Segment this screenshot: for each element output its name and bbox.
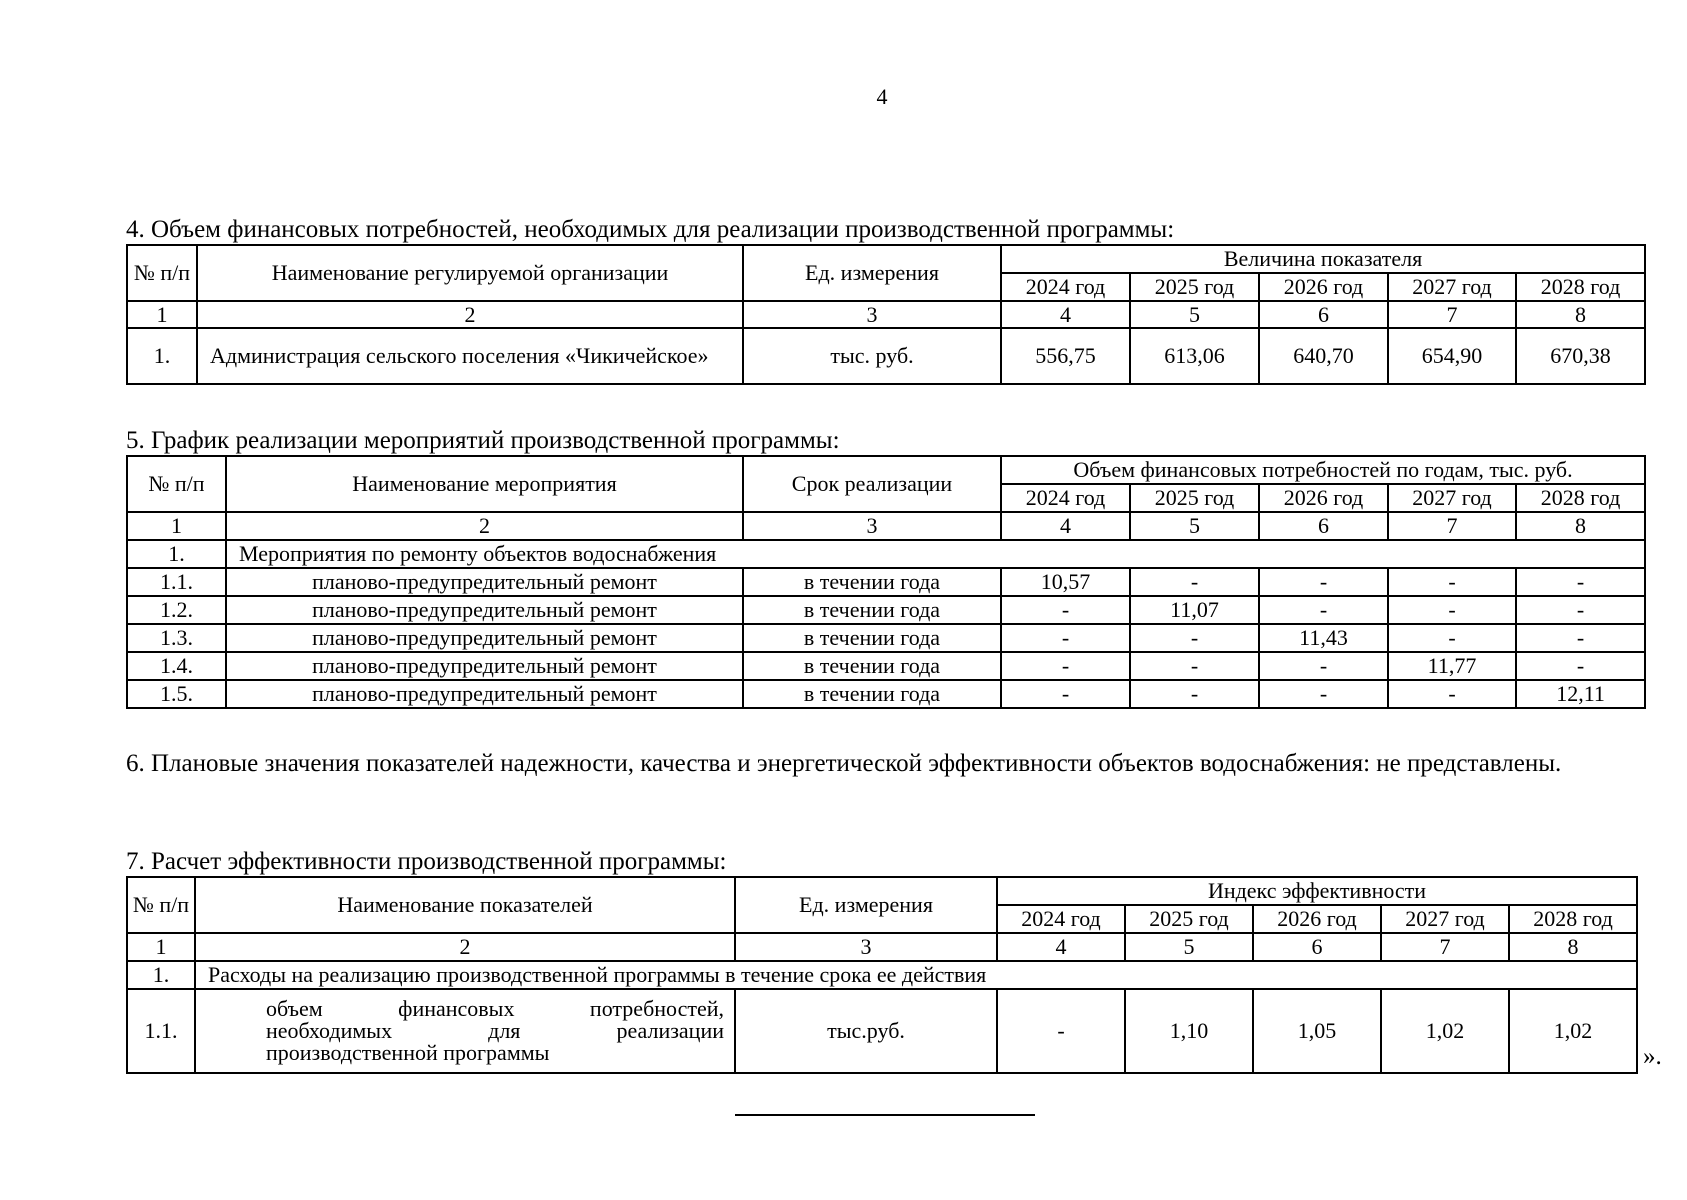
value-cell: - — [1130, 652, 1259, 680]
value-cell: - — [1388, 680, 1516, 708]
term-cell: в течении года — [743, 596, 1001, 624]
value-cell: 10,57 — [1001, 568, 1130, 596]
table-row — [127, 328, 1645, 384]
row-number: 1. — [127, 328, 197, 384]
value-cell: 1,05 — [1253, 989, 1381, 1073]
value-cell: - — [1259, 680, 1388, 708]
section-6-paragraph: 6. Плановые значения показателей надежности, качества и энергетической эффективности объектов водоснабжения: не представлены. — [126, 750, 1562, 777]
term-cell: в течении года — [743, 624, 1001, 652]
organization-name: Администрация сельского поселения «Чикичейское» — [197, 328, 743, 384]
group-number: 1. — [127, 540, 226, 568]
table-row — [127, 989, 1637, 1073]
column-index: 7 — [1388, 301, 1516, 328]
column-index: 1 — [127, 512, 226, 540]
table-row — [127, 680, 1645, 708]
value-cell: - — [1259, 652, 1388, 680]
section-5-heading: 5. График реализации мероприятий производственной программы: — [126, 427, 840, 454]
indicator-name-line: необходимых для реализации — [266, 1018, 724, 1043]
header-year: 2024 год — [1001, 484, 1130, 512]
row-number: 1.2. — [127, 596, 226, 624]
value-cell: - — [1130, 680, 1259, 708]
group-row — [127, 540, 1645, 568]
header-organization-name: Наименование регулируемой организации — [197, 245, 743, 301]
term-cell: в течении года — [743, 568, 1001, 596]
value-cell: - — [1516, 624, 1645, 652]
value-cell: - — [1001, 596, 1130, 624]
group-title: Расходы на реализацию производственной программы в течение срока ее действия — [195, 961, 1637, 989]
value-cell: 613,06 — [1130, 328, 1259, 384]
column-index: 8 — [1516, 512, 1645, 540]
column-index: 1 — [127, 933, 195, 961]
column-index: 4 — [1001, 301, 1130, 328]
column-index: 3 — [743, 301, 1001, 328]
indicator-name-line: объем финансовых потребностей, — [266, 996, 724, 1021]
header-number: № п/п — [127, 245, 197, 301]
header-number: № п/п — [127, 456, 226, 512]
value-cell: 11,43 — [1259, 624, 1388, 652]
column-index: 5 — [1130, 301, 1259, 328]
value-cell: - — [1259, 568, 1388, 596]
column-index: 5 — [1130, 512, 1259, 540]
header-year: 2025 год — [1125, 905, 1253, 933]
column-index: 3 — [735, 933, 997, 961]
value-cell: - — [1130, 568, 1259, 596]
value-cell: - — [1388, 568, 1516, 596]
value-cell: 1,10 — [1125, 989, 1253, 1073]
column-index: 1 — [127, 301, 197, 328]
value-cell: - — [1388, 624, 1516, 652]
indicator-name — [195, 989, 735, 1073]
value-cell: 11,07 — [1130, 596, 1259, 624]
financial-needs-table — [126, 244, 1646, 385]
row-number: 1.5. — [127, 680, 226, 708]
table-row — [127, 652, 1645, 680]
header-financial-volume: Объем финансовых потребностей по годам, тыс. руб. — [1001, 456, 1645, 484]
header-year: 2028 год — [1509, 905, 1637, 933]
schedule-table — [126, 455, 1646, 709]
column-index: 7 — [1388, 512, 1516, 540]
value-cell: 11,77 — [1388, 652, 1516, 680]
header-year: 2028 год — [1516, 484, 1645, 512]
header-activity-name: Наименование мероприятия — [226, 456, 743, 512]
column-index: 6 — [1259, 301, 1388, 328]
value-cell: 556,75 — [1001, 328, 1130, 384]
header-year: 2026 год — [1253, 905, 1381, 933]
value-cell: 640,70 — [1259, 328, 1388, 384]
value-cell: - — [1388, 596, 1516, 624]
value-cell: - — [1001, 624, 1130, 652]
activity-name: планово-предупредительный ремонт — [226, 596, 743, 624]
page-number: 4 — [876, 84, 888, 109]
column-index: 8 — [1516, 301, 1645, 328]
column-index: 2 — [197, 301, 743, 328]
efficiency-table — [126, 876, 1638, 1074]
indicator-name-line: производственной программы — [266, 1040, 550, 1065]
value-cell: - — [1001, 680, 1130, 708]
row-number: 1.1. — [127, 568, 226, 596]
activity-name: планово-предупредительный ремонт — [226, 624, 743, 652]
term-cell: в течении года — [743, 652, 1001, 680]
activity-name: планово-предупредительный ремонт — [226, 652, 743, 680]
row-number: 1.1. — [127, 989, 195, 1073]
header-unit: Ед. измерения — [735, 877, 997, 933]
header-year: 2026 год — [1259, 273, 1388, 301]
header-unit: Ед. измерения — [743, 245, 1001, 301]
value-cell: - — [1259, 596, 1388, 624]
table-row — [127, 568, 1645, 596]
column-index: 4 — [997, 933, 1125, 961]
column-index: 2 — [226, 512, 743, 540]
header-year: 2025 год — [1130, 273, 1259, 301]
header-year: 2027 год — [1381, 905, 1509, 933]
row-number: 1.3. — [127, 624, 226, 652]
table-row — [127, 596, 1645, 624]
header-year: 2028 год — [1516, 273, 1645, 301]
value-cell: 670,38 — [1516, 328, 1645, 384]
column-index: 4 — [1001, 512, 1130, 540]
column-index: 6 — [1259, 512, 1388, 540]
header-number: № п/п — [127, 877, 195, 933]
header-year: 2024 год — [1001, 273, 1130, 301]
unit-cell: тыс. руб. — [743, 328, 1001, 384]
value-cell: 1,02 — [1381, 989, 1509, 1073]
section-7-heading: 7. Расчет эффективности производственной программы: — [126, 848, 727, 875]
header-efficiency-index: Индекс эффективности — [997, 877, 1637, 905]
column-index: 8 — [1509, 933, 1637, 961]
value-cell: 654,90 — [1388, 328, 1516, 384]
column-index: 5 — [1125, 933, 1253, 961]
header-year: 2025 год — [1130, 484, 1259, 512]
value-cell: - — [1516, 652, 1645, 680]
column-index: 6 — [1253, 933, 1381, 961]
header-indicator-name: Наименование показателей — [195, 877, 735, 933]
header-year: 2027 год — [1388, 273, 1516, 301]
unit-cell: тыс.руб. — [735, 989, 997, 1073]
header-term: Срок реализации — [743, 456, 1001, 512]
closing-quote: ». — [1643, 1043, 1662, 1070]
header-year: 2027 год — [1388, 484, 1516, 512]
table-row — [127, 624, 1645, 652]
activity-name: планово-предупредительный ремонт — [226, 568, 743, 596]
header-indicator-value: Величина показателя — [1001, 245, 1645, 273]
value-cell: - — [1001, 652, 1130, 680]
group-title: Мероприятия по ремонту объектов водоснабжения — [226, 540, 1645, 568]
term-cell: в течении года — [743, 680, 1001, 708]
header-year: 2026 год — [1259, 484, 1388, 512]
row-number: 1.4. — [127, 652, 226, 680]
value-cell: - — [1516, 568, 1645, 596]
column-index: 3 — [743, 512, 1001, 540]
column-index: 7 — [1381, 933, 1509, 961]
section-4-heading: 4. Объем финансовых потребностей, необходимых для реализации производственной программы: — [126, 216, 1175, 243]
group-row — [127, 961, 1637, 989]
value-cell: - — [1516, 596, 1645, 624]
header-year: 2024 год — [997, 905, 1125, 933]
activity-name: планово-предупредительный ремонт — [226, 680, 743, 708]
value-cell: - — [997, 989, 1125, 1073]
value-cell: 12,11 — [1516, 680, 1645, 708]
footer-divider — [735, 1114, 1035, 1116]
group-number: 1. — [127, 961, 195, 989]
value-cell: - — [1130, 624, 1259, 652]
value-cell: 1,02 — [1509, 989, 1637, 1073]
column-index: 2 — [195, 933, 735, 961]
